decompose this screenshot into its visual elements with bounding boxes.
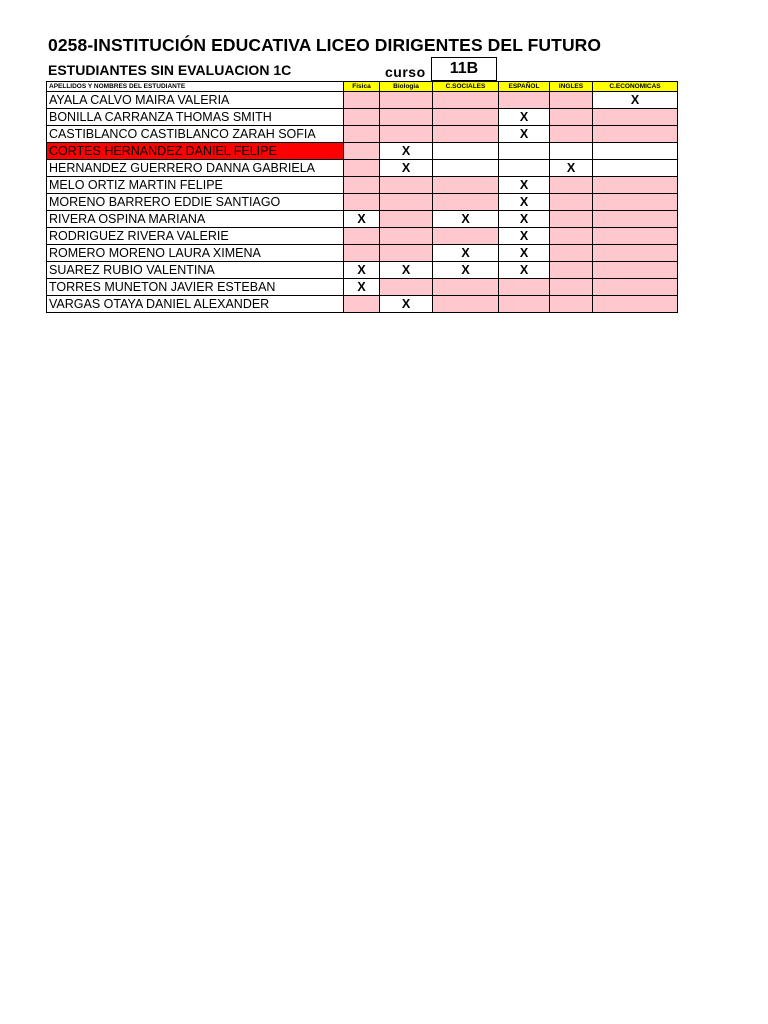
student-name-cell[interactable]: CASTIBLANCO CASTIBLANCO ZARAH SOFIA	[47, 126, 344, 143]
mark-cell[interactable]	[344, 109, 380, 126]
student-name-cell[interactable]: BONILLA CARRANZA THOMAS SMITH	[47, 109, 344, 126]
mark-cell[interactable]: X	[433, 245, 499, 262]
student-name-cell[interactable]: TORRES MUNETON JAVIER ESTEBAN	[47, 279, 344, 296]
mark-cell[interactable]	[433, 126, 499, 143]
table-row	[47, 109, 678, 126]
mark-cell[interactable]	[344, 296, 380, 313]
mark-cell[interactable]	[380, 177, 433, 194]
mark-cell[interactable]	[344, 194, 380, 211]
mark-cell[interactable]	[593, 177, 678, 194]
mark-cell[interactable]	[550, 109, 593, 126]
header-row	[47, 82, 678, 92]
mark-cell[interactable]: X	[499, 177, 550, 194]
sheet-subtitle: ESTUDIANTES SIN EVALUACION 1C	[48, 62, 292, 78]
mark-cell[interactable]: X	[433, 211, 499, 228]
mark-cell[interactable]: X	[380, 143, 433, 160]
mark-cell[interactable]	[593, 194, 678, 211]
mark-cell[interactable]: X	[433, 262, 499, 279]
subject-header-biologia[interactable]: Biologia	[380, 82, 433, 92]
mark-cell[interactable]	[380, 126, 433, 143]
subject-header-espanol[interactable]: ESPAÑOL	[499, 82, 550, 92]
mark-cell[interactable]	[593, 228, 678, 245]
mark-cell[interactable]	[550, 279, 593, 296]
mark-cell[interactable]: X	[499, 262, 550, 279]
mark-cell[interactable]	[499, 279, 550, 296]
name-column-header[interactable]: APELLIDOS Y NOMBRES DEL ESTUDIANTE	[47, 82, 344, 92]
mark-cell[interactable]	[550, 143, 593, 160]
mark-cell[interactable]	[433, 194, 499, 211]
curso-label: curso	[385, 64, 426, 80]
mark-cell[interactable]	[433, 109, 499, 126]
mark-cell[interactable]	[593, 262, 678, 279]
page-title: 0258-INSTITUCIÓN EDUCATIVA LICEO DIRIGENTES DEL FUTURO	[48, 35, 602, 55]
table-row	[47, 177, 678, 194]
mark-cell[interactable]	[433, 92, 499, 109]
mark-cell[interactable]	[499, 143, 550, 160]
mark-cell[interactable]: X	[593, 92, 678, 109]
mark-cell[interactable]	[380, 194, 433, 211]
mark-cell[interactable]	[593, 279, 678, 296]
mark-cell[interactable]	[550, 177, 593, 194]
mark-cell[interactable]	[433, 279, 499, 296]
mark-cell[interactable]: X	[344, 211, 380, 228]
table-row	[47, 126, 678, 143]
student-name-cell[interactable]: RODRIGUEZ RIVERA VALERIE	[47, 228, 344, 245]
table-row	[47, 262, 678, 279]
students-table	[46, 81, 678, 313]
student-name-cell[interactable]: ROMERO MORENO LAURA XIMENA	[47, 245, 344, 262]
mark-cell[interactable]	[344, 143, 380, 160]
mark-cell[interactable]	[499, 160, 550, 177]
mark-cell[interactable]	[593, 160, 678, 177]
mark-cell[interactable]	[344, 245, 380, 262]
table-row	[47, 245, 678, 262]
mark-cell[interactable]: X	[380, 296, 433, 313]
mark-cell[interactable]	[499, 92, 550, 109]
mark-cell[interactable]	[344, 126, 380, 143]
mark-cell[interactable]: X	[344, 279, 380, 296]
mark-cell[interactable]: X	[499, 109, 550, 126]
mark-cell[interactable]	[433, 143, 499, 160]
mark-cell[interactable]	[380, 279, 433, 296]
mark-cell[interactable]	[550, 228, 593, 245]
mark-cell[interactable]	[433, 228, 499, 245]
mark-cell[interactable]	[380, 245, 433, 262]
mark-cell[interactable]: X	[380, 160, 433, 177]
subject-header-economicas[interactable]: C.ECONOMICAS	[593, 82, 678, 92]
table-row	[47, 143, 678, 160]
mark-cell[interactable]	[380, 109, 433, 126]
mark-cell[interactable]	[550, 296, 593, 313]
student-name-cell[interactable]: RIVERA OSPINA MARIANA	[47, 211, 344, 228]
student-name-cell[interactable]: HERNANDEZ GUERRERO DANNA GABRIELA	[47, 160, 344, 177]
mark-cell[interactable]	[550, 211, 593, 228]
mark-cell[interactable]	[550, 194, 593, 211]
mark-cell[interactable]	[344, 177, 380, 194]
curso-value-cell[interactable]: 11B	[431, 57, 497, 81]
mark-cell[interactable]	[593, 245, 678, 262]
table-row	[47, 279, 678, 296]
table-row	[47, 92, 678, 109]
mark-cell[interactable]: X	[499, 211, 550, 228]
mark-cell[interactable]	[593, 211, 678, 228]
mark-cell[interactable]: X	[380, 262, 433, 279]
mark-cell[interactable]	[433, 160, 499, 177]
student-name-cell[interactable]: VARGAS OTAYA DANIEL ALEXANDER	[47, 296, 344, 313]
mark-cell[interactable]: X	[344, 262, 380, 279]
table-row	[47, 211, 678, 228]
subject-header-ingles[interactable]: INGLES	[550, 82, 593, 92]
mark-cell[interactable]	[344, 92, 380, 109]
student-name-cell[interactable]: MORENO BARRERO EDDIE SANTIAGO	[47, 194, 344, 211]
mark-cell[interactable]	[433, 177, 499, 194]
mark-cell[interactable]	[380, 228, 433, 245]
mark-cell[interactable]	[550, 126, 593, 143]
student-name-cell[interactable]: CORTES HERNANDEZ DANIEL FELIPE	[47, 143, 344, 160]
mark-cell[interactable]	[344, 228, 380, 245]
mark-cell[interactable]: X	[499, 194, 550, 211]
mark-cell[interactable]	[593, 126, 678, 143]
student-name-cell[interactable]: SUAREZ RUBIO VALENTINA	[47, 262, 344, 279]
student-name-cell[interactable]: MELO ORTIZ MARTIN FELIPE	[47, 177, 344, 194]
mark-cell[interactable]: X	[550, 160, 593, 177]
mark-cell[interactable]	[344, 160, 380, 177]
mark-cell[interactable]	[550, 92, 593, 109]
table-row	[47, 228, 678, 245]
mark-cell[interactable]	[593, 296, 678, 313]
table-row	[47, 296, 678, 313]
mark-cell[interactable]: X	[499, 126, 550, 143]
mark-cell[interactable]	[550, 262, 593, 279]
subject-header-sociales[interactable]: C.SOCIALES	[433, 82, 499, 92]
mark-cell[interactable]	[499, 296, 550, 313]
students-table-body	[47, 82, 678, 313]
mark-cell[interactable]	[550, 245, 593, 262]
subject-header-fisica[interactable]: Fisica	[344, 82, 380, 92]
mark-cell[interactable]	[433, 296, 499, 313]
mark-cell[interactable]	[593, 109, 678, 126]
table-row	[47, 160, 678, 177]
mark-cell[interactable]: X	[499, 228, 550, 245]
mark-cell[interactable]: X	[499, 245, 550, 262]
mark-cell[interactable]	[593, 143, 678, 160]
mark-cell[interactable]	[380, 92, 433, 109]
student-name-cell[interactable]: AYALA CALVO MAIRA VALERIA	[47, 92, 344, 109]
mark-cell[interactable]	[380, 211, 433, 228]
table-row	[47, 194, 678, 211]
